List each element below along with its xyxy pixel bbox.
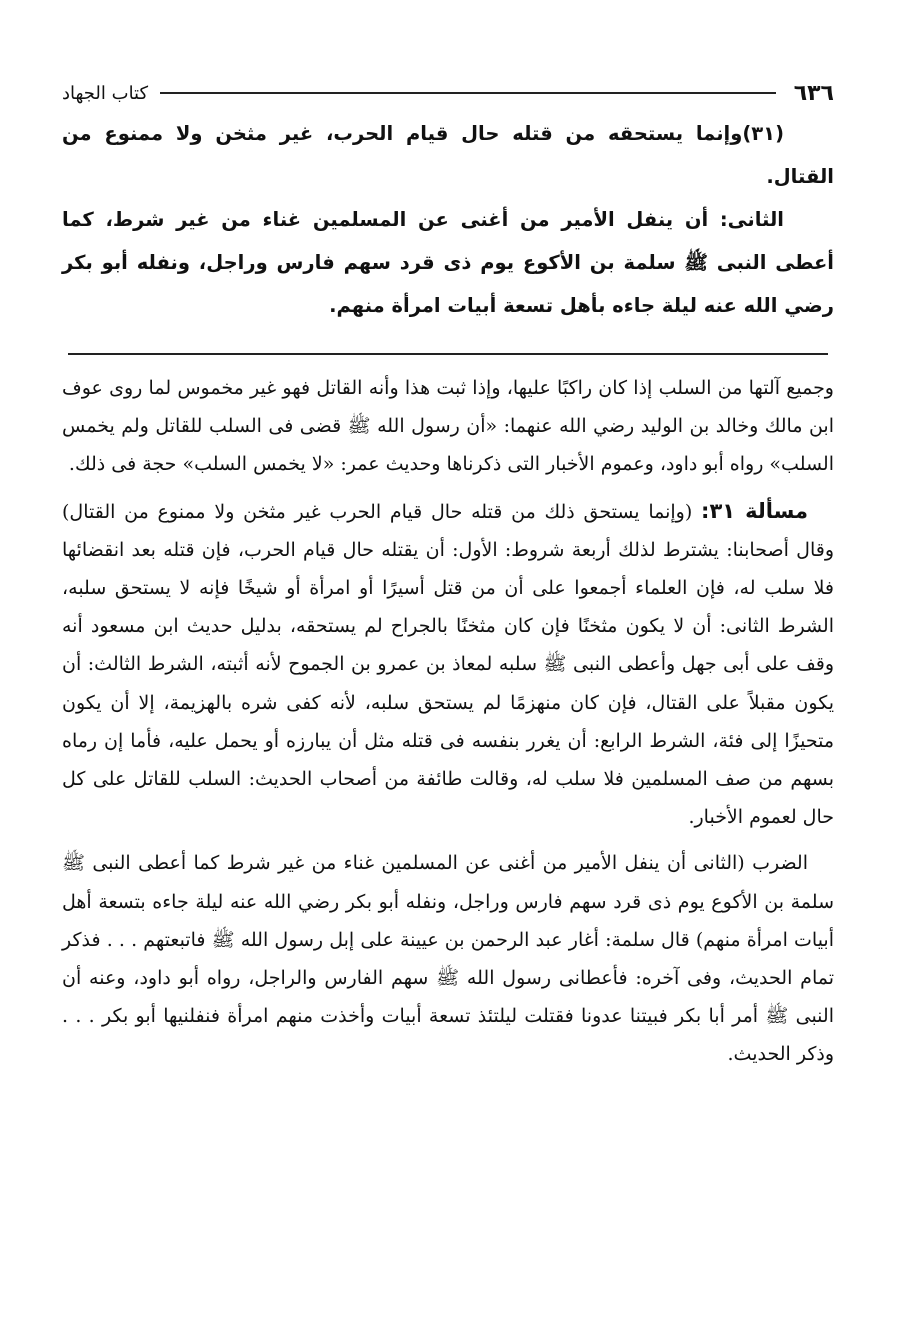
header-rule [160,92,776,94]
page-header [62,78,834,108]
paragraph-gap [62,484,834,492]
matn-text [62,112,834,327]
page-number: ٦٣٦ [793,80,834,106]
commentary-paragraph-1: وجميع آلتها من السلب إذا كان راكبًا عليها، وإذا ثبت هذا وأنه القاتل فهو غير مخموس لما روى عوف ابن مالك وخالد بن الوليد رضي الله عنهما: «أن رسول الله ﷺ قضى فى السلب للقاتل ولم يخمس السلب» رواه أبو داود، وعموم الأخبار التى ذكرناها وحديث عمر: «لا يخمس السلب» حجة فى ذلك. [62,377,834,476]
commentary-text [62,369,834,1074]
masala-body: (وإنما يستحق ذلك من قتله حال قيام الحرب غير مثخن ولا ممنوع من القتال) وقال أصحابنا: يشترط لذلك أربعة شروط: الأول: أن يقتله حال قيام الحرب، فإن قتله بعد انقضائها فلا سلب له، فإن العلماء أجمعوا على أن من قتل أسيرًا أو امرأة أو شيخًا فإنه لا يستحق سلبه، الشرط الثانى: أن لا يكون مثخنًا فإن كان مثخنًا بالجراح لم يستحقه، بدليل حديث ابن مسعود أنه وقف على أبى جهل وأعطى النبى ﷺ سلبه لمعاذ بن عمرو بن الجموح لأنه أثبته، الشرط الثالث: أن يكون مقبلاً على القتال، فإن كان منهزمًا لم يستحق سلبه، لأنه كفى شره بالهزيمة، إلا أن يكون متحيزًا إلى فئة، الشرط الرابع: أن يغرر بنفسه فى قتله مثل أن يبارزه أو يحمل عليه، فأما إن رماه بسهم من صف المسلمين فلا سلب له، وقالت طائفة من أصحاب الحديث: السلب للقاتل على كل حال لعموم الأخبار. [62,500,834,829]
commentary-paragraph-2 [62,492,834,837]
commentary-paragraph-3: الضرب (الثانى أن ينفل الأمير من أغنى عن المسلمين غناء من غير شرط كما أعطى النبى ﷺ سلمة بن الأكوع يوم ذى قرد سهم فارس وراجل، ونفله أبو بكر رضي الله عنه ليلة جاءه بتسعة أهل أبيات امرأة منهم) قال سلمة: أغار عبد الرحمن بن عيينة على إبل رسول الله ﷺ فاتبعتهم . . . فذكر تمام الحديث، وفى آخره: فأعطانى رسول الله ﷺ سهم الفارس والراجل، رواه أبو داود، وعنه أن النبى ﷺ أمر أبا بكر فبيتنا عدونا فقتلت ليلتئذ تسعة أبيات وأخذت منهم امرأة فنفلنيها أبو بكر . . . وذكر الحديث. [62,852,834,1066]
paragraph-gap [62,836,834,844]
running-head: كتاب الجهاد [62,82,149,104]
section-divider [68,353,828,355]
matn-line-31: (٣١)وإنما يستحقه من قتله حال قيام الحرب، غير مثخن ولا ممنوع من القتال. [62,122,834,188]
masala-label: مسألة ٣١: [701,498,808,523]
book-page [62,78,834,1318]
matn-second-type: الثانى: أن ينفل الأمير من أغنى عن المسلمين غناء من غير شرط، كما أعطى النبى ﷺ سلمة بن الأكوع يوم ذى قرد سهم فارس وراجل، ونفله أبو بكر رضي الله عنه ليلة جاءه بأهل تسعة أبيات امرأة منهم. [62,208,834,317]
